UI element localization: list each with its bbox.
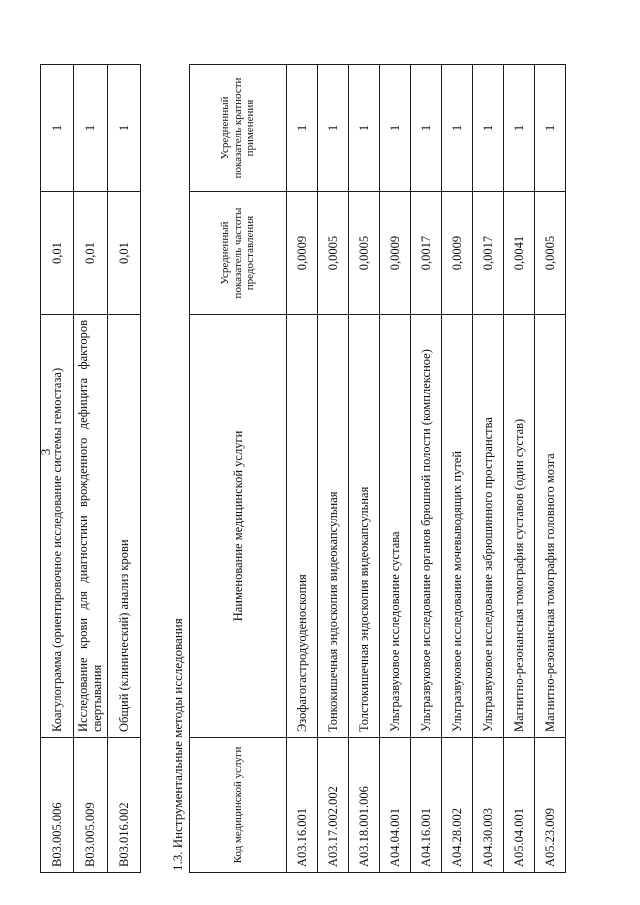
section-title: 1.3. Инструментальные методы исследования xyxy=(170,618,185,871)
service-code: A03.18.001.006 xyxy=(349,738,380,873)
table-row xyxy=(535,65,566,873)
header-code: Код медицинской услуги xyxy=(190,738,287,873)
service-code: A04.04.001 xyxy=(380,738,411,873)
multiplicity-value: 1 xyxy=(41,65,74,192)
lab-tests-table xyxy=(40,64,141,873)
multiplicity-value: 1 xyxy=(349,65,380,192)
table-row xyxy=(107,65,140,873)
header-name: Наименование медицинской услуги xyxy=(190,315,287,738)
frequency-value: 0,0017 xyxy=(473,192,504,315)
table-header-row xyxy=(190,65,287,873)
multiplicity-value: 1 xyxy=(473,65,504,192)
frequency-value: 0,01 xyxy=(107,192,140,315)
service-name: Ультразвуковое исследование забрюшинного пространства xyxy=(473,315,504,738)
frequency-value: 0,0005 xyxy=(535,192,566,315)
multiplicity-value: 1 xyxy=(504,65,535,192)
service-code: A04.30.003 xyxy=(473,738,504,873)
multiplicity-value: 1 xyxy=(411,65,442,192)
header-multiplicity: Усредненный показатель кратности применения xyxy=(190,65,287,192)
table-row xyxy=(287,65,318,873)
service-name: Тонкокишечная эндоскопия видеокапсульная xyxy=(318,315,349,738)
table-row xyxy=(504,65,535,873)
table-row xyxy=(411,65,442,873)
service-code: B03.016.002 xyxy=(107,738,140,873)
service-name: Магнитно-резонансная томография головного мозга xyxy=(535,315,566,738)
service-name: Исследование крови для диагностики врожденного дефицита факторов свертывания xyxy=(74,315,108,738)
service-code: A04.16.001 xyxy=(411,738,442,873)
service-code: A05.04.001 xyxy=(504,738,535,873)
service-code: A03.17.002.002 xyxy=(318,738,349,873)
multiplicity-value: 1 xyxy=(380,65,411,192)
header-frequency: Усредненный показатель частоты предоставления xyxy=(190,192,287,315)
frequency-value: 0,0005 xyxy=(349,192,380,315)
table-row xyxy=(442,65,473,873)
frequency-value: 0,0009 xyxy=(442,192,473,315)
table-row xyxy=(349,65,380,873)
multiplicity-value: 1 xyxy=(535,65,566,192)
frequency-value: 0,0009 xyxy=(380,192,411,315)
table-row xyxy=(380,65,411,873)
page-number: 3 xyxy=(38,448,53,456)
instrumental-methods-table xyxy=(189,64,566,873)
service-name: Ультразвуковое исследование сустава xyxy=(380,315,411,738)
table-row xyxy=(41,65,74,873)
service-name: Эзофагогастродуоденоскопия xyxy=(287,315,318,738)
table-row xyxy=(473,65,504,873)
frequency-value: 0,0041 xyxy=(504,192,535,315)
multiplicity-value: 1 xyxy=(107,65,140,192)
service-code: A05.23.009 xyxy=(535,738,566,873)
rotated-content xyxy=(40,65,610,873)
service-name: Толстокишечная эндоскопия видеокапсульная xyxy=(349,315,380,738)
service-code: B03.005.009 xyxy=(74,738,108,873)
service-name: Магнитно-резонансная томография суставов (один сустав) xyxy=(504,315,535,738)
multiplicity-value: 1 xyxy=(287,65,318,192)
frequency-value: 0,0017 xyxy=(411,192,442,315)
service-code: B03.005.006 xyxy=(41,738,74,873)
multiplicity-value: 1 xyxy=(442,65,473,192)
multiplicity-value: 1 xyxy=(318,65,349,192)
service-code: A04.28.002 xyxy=(442,738,473,873)
service-name: Ультразвуковое исследование мочевыводящих путей xyxy=(442,315,473,738)
multiplicity-value: 1 xyxy=(74,65,108,192)
frequency-value: 0,01 xyxy=(41,192,74,315)
frequency-value: 0,0005 xyxy=(318,192,349,315)
frequency-value: 0,01 xyxy=(74,192,108,315)
table-row xyxy=(74,65,108,873)
service-name: Общий (клинический) анализ крови xyxy=(107,315,140,738)
table-row xyxy=(318,65,349,873)
service-name: Коагулограмма (ориентировочное исследование системы гемостаза) xyxy=(41,315,74,738)
frequency-value: 0,0009 xyxy=(287,192,318,315)
service-code: A03.16.001 xyxy=(287,738,318,873)
service-name: Ультразвуковое исследование органов брюшной полости (комплексное) xyxy=(411,315,442,738)
